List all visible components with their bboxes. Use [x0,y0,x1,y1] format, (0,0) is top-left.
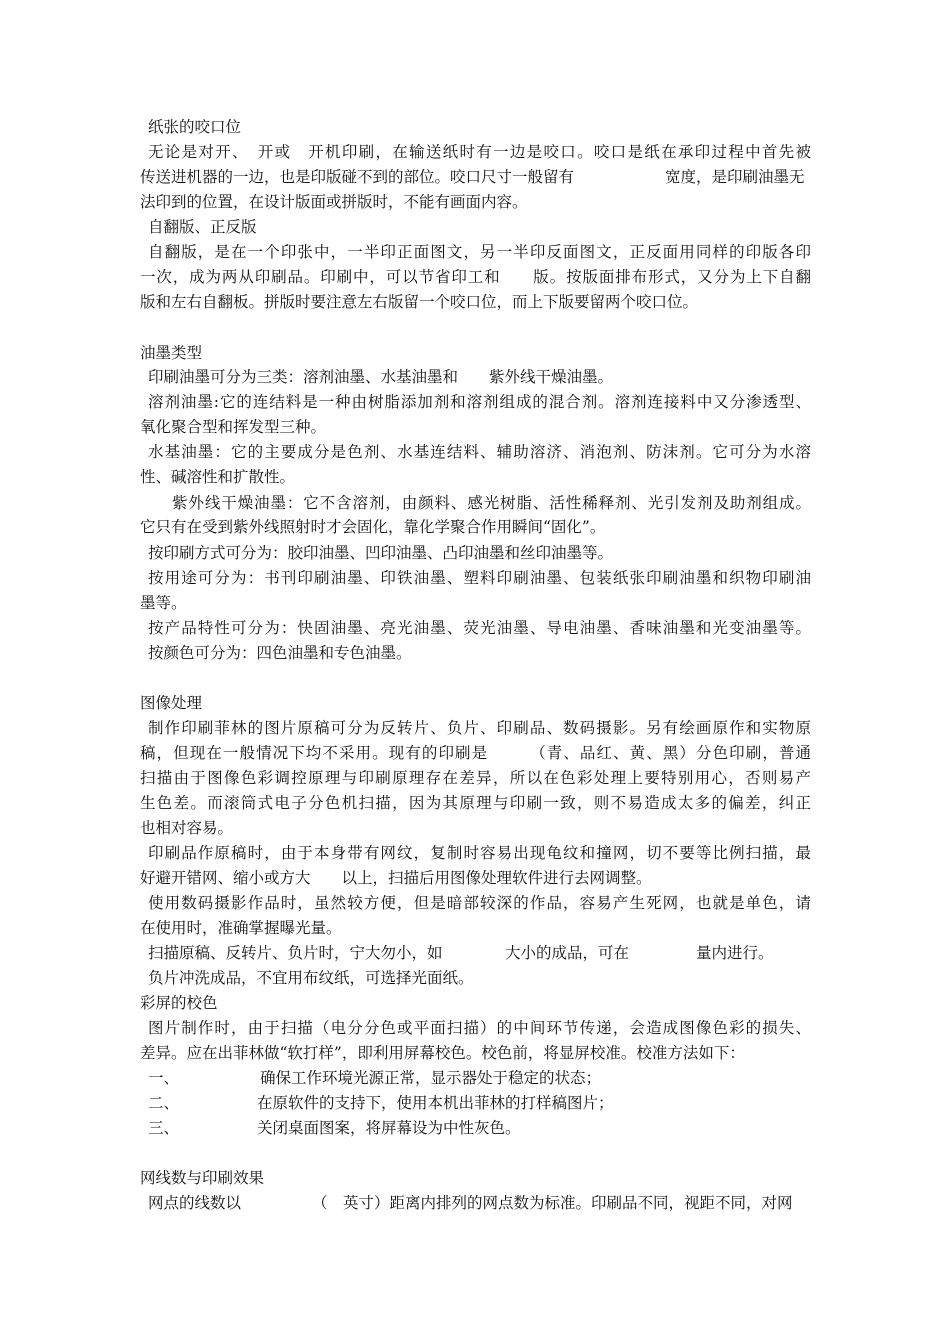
paragraph-line: 印刷油墨可分为三类：溶剂油墨、水基油墨和 紫外线干燥油墨。 [148,368,614,386]
list-item: 在原软件的支持下，使用本机出菲林的打样稿图片； [257,1094,614,1112]
list-number: 三、 [148,1119,180,1137]
paragraph-line: 它只有在受到紫外线照射时才会固化，靠化学聚合作用瞬间“固化”。 [140,518,606,536]
paragraph-line: 在使用时，准确掌握曝光量。 [140,919,342,937]
heading-screen-calibration: 彩屏的校色 [140,994,218,1012]
paragraph-line: 按用途可分为：书刊印刷油墨、印铁油墨、塑料印刷油墨、包装纸张印刷油墨和织物印刷油 [148,569,811,587]
paragraph-line: （ 英寸）距离内排列的网点数为标准。印刷品不同，视距不同，对网 [312,1194,793,1212]
paragraph-line: 按颜色可分为：四色油墨和专色油墨。 [148,644,412,662]
heading-ink-types: 油墨类型 [140,344,203,362]
paragraph-line: 一次，成为两从印刷品。印刷中，可以节省印工和 版。按版面排布形式，又分为上下自翻 [140,268,811,286]
paragraph-line: 使用数码摄影作品时，虽然较方便，但是暗部较深的作品，容易产生死网，也就是单色，请 [148,894,811,912]
heading-screen-ruling: 网线数与印刷效果 [140,1169,265,1187]
list-item: 关闭桌面图案，将屏幕设为中性灰色。 [257,1119,521,1137]
paragraph-line: 宽度，是印刷油墨无 [665,168,805,186]
paragraph-line: 好避开错网、缩小或方大 以上，扫描后用图像处理软件进行去网调整。 [140,869,652,887]
paragraph-line: 大小的成品，可在 [505,944,630,962]
paragraph-line: 也相对容易。 [140,819,234,837]
paragraph-line: 稿，但现在一般情况下均不采用。现有的印刷是 （青、品红、黄、黑）分色印刷，普通 [140,744,811,762]
paragraph-line: 性、碱溶性和扩散性。 [140,468,296,486]
paragraph-line: 自翻版，是在一个印张中，一半印正面图文，另一半印反面图文，正反面用同样的印版各印 [148,243,811,261]
paragraph-line: 氧化聚合型和挥发型三种。 [140,418,327,436]
paragraph-line: 量内进行。 [696,944,774,962]
paragraph-line: 溶剂油墨:它的连结料是一种由树脂添加剂和溶剂组成的混合剂。溶剂连接料中又分渗透型、 [148,393,811,411]
paragraph-line: 按印刷方式可分为：胶印油墨、凹印油墨、凸印油墨和丝印油墨等。 [148,544,614,562]
paragraph-line: 负片冲洗成品，不宜用布纹纸，可选择光面纸。 [148,969,474,987]
paragraph-line: 网点的线数以 [148,1194,242,1212]
paragraph-line: 生色差。而滚筒式电子分色机扫描，因为其原理与印刷一致，则不易造成太多的偏差，纠正 [140,794,811,812]
heading-image-processing: 图像处理 [140,694,203,712]
paragraph-line: 扫描由于图像色彩调控原理与印刷原理存在差异，所以在色彩处理上要特别用心，否则易产 [140,769,811,787]
list-number: 一、 [148,1069,180,1087]
paragraph-line: 差异。应在出菲林做“软打样”，即利用屏幕校色。校色前，将显屏校准。校准方法如下： [140,1044,745,1062]
paragraph-line: 印刷品作原稿时，由于本身带有网纹，复制时容易出现龟纹和撞网，切不要等比例扫描，最 [148,844,811,862]
paragraph-line: 按产品特性可分为：快固油墨、亮光油墨、荧光油墨、导电油墨、香味油墨和光变油墨等。 [148,619,811,637]
paragraph-line: 法印到的位置，在设计版面或拼版时，不能有画面内容。 [140,193,528,211]
list-item: 确保工作环境光源正常，显示器处于稳定的状态； [260,1069,602,1087]
paragraph-line: 无论是对开、 开或 开机印刷，在输送纸时有一边是咬口。咬口是纸在承印过程中首先被 [148,143,811,161]
list-number: 二、 [148,1094,180,1112]
paragraph-line: 制作印刷菲林的图片原稿可分为反转片、负片、印刷品、数码摄影。另有绘画原作和实物原 [148,719,811,737]
paragraph-line: 传送进机器的一边，也是印版碰不到的部位。咬口尺寸一般留有 [140,168,575,186]
paragraph-line: 紫外线干燥油墨：它不含溶剂，由颜料、感光树脂、活性稀释剂、光引发剂及助剂组成。 [172,494,811,512]
paragraph-line: 水基油墨：它的主要成分是色剂、水基连结料、辅助溶济、消泡剂、防沫剂。它可分为水溶 [148,443,811,461]
paragraph-line: 版和左右自翻板。拼版时要注意左右版留一个咬口位，而上下版要留两个咬口位。 [140,293,699,311]
paragraph-line: 图片制作时，由于扫描（电分分色或平面扫描）的中间环节传递，会造成图像色彩的损失、 [148,1019,811,1037]
heading-work-and-turn: 自翻版、正反版 [148,218,257,236]
paragraph-line: 扫描原稿、反转片、负片时，宁大勿小，如 [148,944,443,962]
paragraph-line: 墨等。 [140,594,187,612]
heading-gripper-margin: 纸张的咬口位 [148,118,242,136]
